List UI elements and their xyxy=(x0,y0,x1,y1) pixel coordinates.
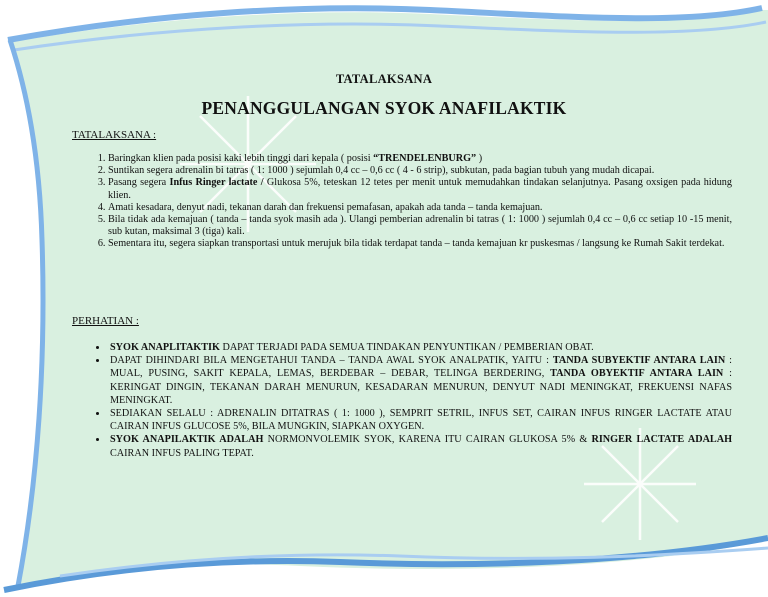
list-item xyxy=(108,407,732,433)
note-text: DAPAT TERJADI PADA SEMUA TINDAKAN PENYUNTIKAN / PEMBERIAN OBAT. xyxy=(219,342,594,353)
step-bold: “TRENDELENBURG” xyxy=(373,153,477,164)
steps-list xyxy=(72,153,732,251)
step-text: Pasang segera xyxy=(108,177,170,189)
step-text: Amati kesadara, denyut nadi, tekanan darah dan frekuensi pemafasan, apakah ada tanda – tanda kemajuan. xyxy=(108,201,543,213)
step-bold: Infus Ringer lactate / xyxy=(169,177,264,189)
page-title: TATALAKSANA xyxy=(335,72,433,86)
note-bold: RINGER LACTATE ADALAH xyxy=(591,434,732,446)
note-bold: TANDA SUBYEKTIF ANTARA LAIN xyxy=(552,355,726,367)
note-bold: SYOK ANAPLITAKTIK xyxy=(110,342,220,353)
list-item xyxy=(108,165,732,177)
list-item xyxy=(108,341,732,354)
step-text: Baringkan klien pada posisi kaki lebih tinggi dari kepala ( posisi xyxy=(108,153,374,164)
step-text: Sementara itu, segera siapkan transportasi untuk merujuk bila tidak terdapat tanda – tanda kemajuan kr puskesmas / langsung ke Rumah Sakit terdekat. xyxy=(108,238,725,250)
step-text: Glukosa 5%, teteskan 12 tetes per menit untuk memudahkan tindakan selanjutnya. Pasang oxsigen pada hidung klien. xyxy=(108,177,732,201)
note-text: : KERINGAT DINGIN, TEKANAN DARAH MENURUN, KESADARAN MENURUN, DENYUT NADI MENINGKAT, FREKUENSI NAFAS MENINGKAT. xyxy=(110,368,732,406)
note-bold: SYOK ANAPILAKTIK ADALAH xyxy=(110,434,264,446)
step-text: Bila tidak ada kemajuan ( tanda – tanda syok masih ada ). Ulangi pemberian adrenalin bi tatras ( 1: 1000 ) sejumlah 0,4 cc – 0,6 cc setiap 10 -15 menit, sub kutan, maksimal 3 (tiga) kali. xyxy=(108,214,732,238)
step-text: Suntikan segera adrenalin bi tatras ( 1: 1000 ) sejumlah 0,4 cc – 0,6 cc ( 4 - 6 strip), subkutan, pada bagian tubuh yang mudah dicapai. xyxy=(108,165,655,177)
note-bold: TANDA OBYEKTIF ANTARA LAIN xyxy=(550,368,724,380)
list-item xyxy=(108,354,732,407)
note-text: CAIRAN INFUS PALING TEPAT. xyxy=(110,447,254,459)
page-subtitle: PENANGGULANGAN SYOK ANAFILAKTIK xyxy=(201,98,567,118)
list-item xyxy=(108,153,732,165)
section-heading-perhatian: PERHATIAN : xyxy=(72,315,139,327)
list-item xyxy=(108,238,732,250)
note-text: DAPAT DIHINDARI BILA MENGETAHUI TANDA – TANDA AWAL SYOK ANALPATIK, YAITU : xyxy=(110,355,553,367)
note-text: : MUAL, PUSING, SAKIT KEPALA, LEMAS, BERDEBAR – DEBAR, TELINGA BERDERING, xyxy=(110,355,732,380)
list-item xyxy=(108,214,732,238)
step-text: ) xyxy=(476,153,483,164)
list-item xyxy=(108,433,732,459)
notes-list xyxy=(72,341,732,460)
list-item xyxy=(108,202,732,214)
list-item xyxy=(108,177,732,201)
note-text: NORMONVOLEMIK SYOK, KARENA ITU CAIRAN GLUKOSA 5% & xyxy=(263,434,592,446)
section-heading-tatalaksana: TATALAKSANA : xyxy=(72,129,157,141)
note-text: SEDIAKAN SELALU : ADRENALIN DITATRAS ( 1: 1000 ), SEMPRIT SETRIL, INFUS SET, CAIRAN INFUS RINGER LACTATE ATAU CAIRAN INFUS GLUCOSE 5%, BILA MUNGKIN, SIAPKAN OXYGEN. xyxy=(110,408,732,433)
